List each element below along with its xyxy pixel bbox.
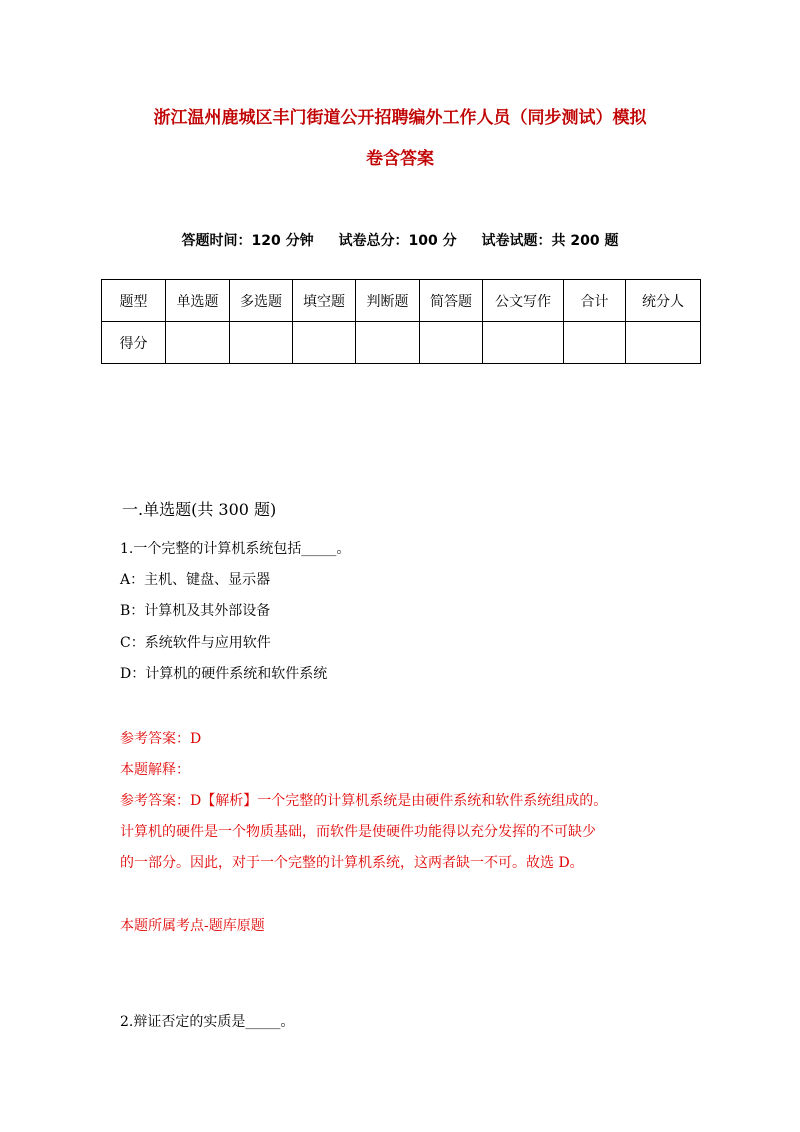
exam-question-count: 试卷试题：共 200 题 [481,233,619,249]
score-table-header-cell: 合计 [564,280,626,322]
score-table-score-row [102,322,701,364]
score-table-header-cell: 统分人 [626,280,701,322]
score-cell [564,322,626,364]
question-1-option-d: D：计算机的硬件系统和软件系统 [120,666,328,682]
score-cell [626,322,701,364]
score-cell [420,322,483,364]
question-1-explanation-line-1: 参考答案：D【解析】一个完整的计算机系统是由硬件系统和软件系统组成的。 [120,793,608,809]
question-1-option-c: C：系统软件与应用软件 [120,635,271,651]
question-2-stem: 2.辩证否定的实质是_____。 [120,1014,295,1030]
score-cell [293,322,356,364]
score-cell [483,322,564,364]
exam-meta [0,231,800,251]
score-table-header-cell: 判断题 [356,280,420,322]
score-cell [166,322,230,364]
question-1-option-a: A：主机、键盘、显示器 [120,572,271,588]
document-title-line-2: 卷含答案 [366,149,434,169]
score-table-header-cell: 公文写作 [483,280,564,322]
score-table [101,279,701,364]
question-1-option-b: B：计算机及其外部设备 [120,603,271,619]
question-1-explanation-line-2: 计算机的硬件是一个物质基础，而软件是使硬件功能得以充分发挥的不可缺少 [120,824,596,840]
question-1-answer: 参考答案：D [120,731,202,747]
question-1-topic: 本题所属考点-题库原题 [120,918,265,934]
score-cell [230,322,293,364]
question-1-explanation-label: 本题解释： [120,762,190,778]
score-table-header-cell: 填空题 [293,280,356,322]
score-table-header-row [102,280,701,322]
score-table-header-cell: 多选题 [230,280,293,322]
question-1-stem: 1.一个完整的计算机系统包括_____。 [120,541,351,557]
score-table-header-cell: 题型 [102,280,166,322]
score-cell [356,322,420,364]
score-row-label: 得分 [102,322,166,364]
exam-total-score: 试卷总分：100 分 [338,233,457,249]
exam-time: 答题时间：120 分钟 [181,233,314,249]
score-table-header-cell: 简答题 [420,280,483,322]
question-1-explanation-line-3: 的一部分。因此，对于一个完整的计算机系统，这两者缺一不可。故选 D。 [120,855,584,871]
score-table-header-cell: 单选题 [166,280,230,322]
document-title-line-1: 浙江温州鹿城区丰门街道公开招聘编外工作人员（同步测试）模拟 [153,108,647,128]
section-heading: 一.单选题(共 300 题) [122,500,277,519]
